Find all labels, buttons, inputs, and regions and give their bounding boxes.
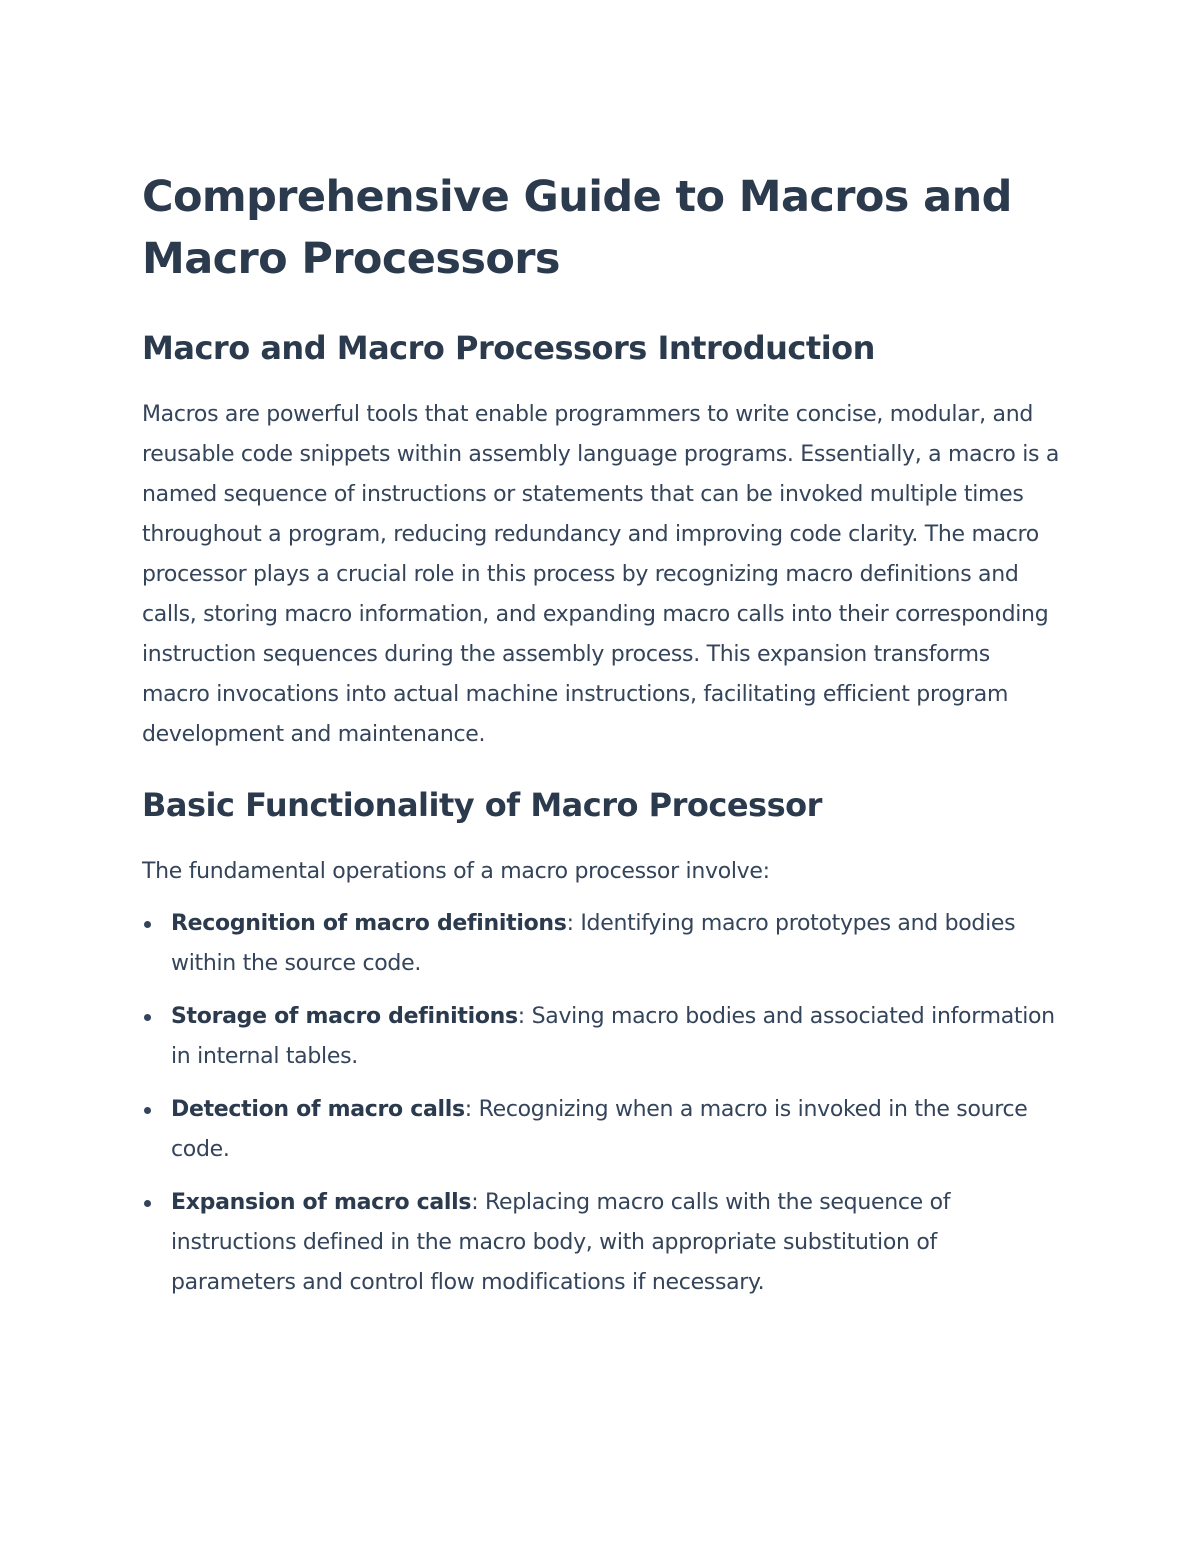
bullet-icon bbox=[144, 1014, 151, 1021]
list-item-text: : Identifying macro prototypes and bodies within the source code. bbox=[171, 911, 1016, 976]
list-item-term: Expansion of macro calls bbox=[171, 1190, 472, 1215]
list-item-term: Detection of macro calls bbox=[171, 1097, 465, 1122]
list-item bbox=[142, 997, 1062, 1077]
list-item bbox=[142, 1183, 1062, 1303]
list-item bbox=[142, 1090, 1062, 1170]
bullet-icon bbox=[144, 1200, 151, 1207]
list-item-term: Storage of macro definitions bbox=[171, 1004, 518, 1029]
introduction-paragraph: Macros are powerful tools that enable programmers to write concise, modular, and reusable code snippets within assembly language programs. Essentially, a macro is a named sequence of instructions or statements that can be invoked multiple times throughout a program, reducing redundancy and improving code clarity. The macro processor plays a crucial role in this process by recognizing macro definitions and calls, storing macro information, and expanding macro calls into their corresponding instruction sequences during the assembly process. This expansion transforms macro invocations into actual machine instructions, facilitating efficient program development and maintenance. bbox=[142, 402, 1060, 747]
list-item-term: Recognition of macro definitions bbox=[171, 911, 567, 936]
section-heading-basic-functionality: Basic Functionality of Macro Processor bbox=[142, 786, 822, 824]
bullet-icon bbox=[144, 1107, 151, 1114]
list-item-text: : Recognizing when a macro is invoked in the source code. bbox=[171, 1097, 1028, 1162]
list-item-text: : Saving macro bodies and associated information in internal tables. bbox=[171, 1004, 1055, 1069]
basic-functionality-lead: The fundamental operations of a macro processor involve: bbox=[142, 859, 770, 884]
document-page bbox=[142, 166, 1062, 1316]
list-item-text: : Replacing macro calls with the sequence of instructions defined in the macro body, with appropriate substitution of parameters and control flow modifications if necessary. bbox=[171, 1190, 951, 1295]
operations-list bbox=[142, 904, 1062, 1303]
document-title: Comprehensive Guide to Macros and Macro Processors bbox=[142, 172, 1012, 284]
list-item bbox=[142, 904, 1062, 984]
section-heading-introduction: Macro and Macro Processors Introduction bbox=[142, 329, 875, 367]
bullet-icon bbox=[144, 921, 151, 928]
